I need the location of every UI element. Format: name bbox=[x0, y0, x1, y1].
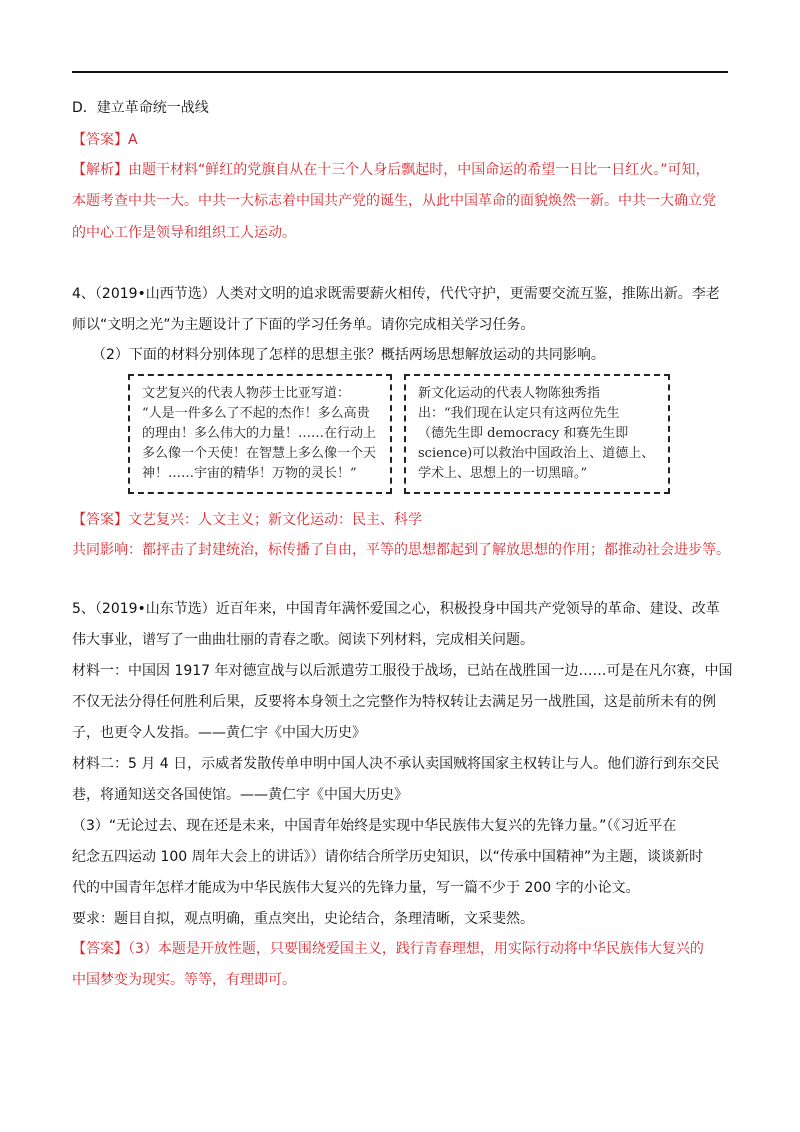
q5-stem-line-2: 伟大事业，谱写了一曲曲壮丽的青春之歌。阅读下列材料，完成相关问题。 bbox=[72, 632, 534, 648]
q5-material-line-8: 代的中国青年怎样才能成为中华民族伟大复兴的先锋力量，写一篇不少于 200 字的小论文。 bbox=[72, 880, 640, 896]
quote-box-renaissance bbox=[128, 374, 392, 494]
q4-sub-question: （2）下面的材料分别体现了怎样的思想主张？概括两场思想解放运动的共同影响。 bbox=[92, 347, 605, 363]
q5-material-line-1: 材料一：中国因 1917 年对德宣战与以后派遣劳工服役于战场，已站在战胜国一边……可是在凡尔赛，中国 bbox=[72, 663, 733, 679]
quote-line: 出：“我们现在认定只有这两位先生 bbox=[418, 406, 620, 421]
q5-material-line-3: 子，也更令人发指。——黄仁宇《中国大历史》 bbox=[72, 725, 366, 741]
quote-line: 多么像一个天使！在智慧上多么像一个天 bbox=[142, 446, 377, 461]
q3-analysis-line-3: 的中心工作是领导和组织工人运动。 bbox=[72, 225, 296, 241]
q5-stem-line-1: 5、（2019•山东节选）近百年来，中国青年满怀爱国之心，积极投身中国共产党领导的革命、建设、改革 bbox=[72, 601, 720, 617]
q3-analysis-line-2: 本题考查中共一大。中共一大标志着中国共产党的诞生，从此中国革命的面貌焕然一新。中共一大确立党 bbox=[72, 193, 716, 209]
q5-answer: 【答案】（3）本题是开放性题，只要围绕爱国主义，践行青春理想，用实际行动将中华民族伟大复兴的 bbox=[72, 941, 704, 957]
quote-line: science)可以救治中国政治上、道德上、 bbox=[418, 446, 655, 461]
quote-line: 文艺复兴的代表人物莎士比亚写道： bbox=[142, 386, 351, 401]
q4-stem-line-1: 4、（2019•山西节选）人类对文明的追求既需要薪火相传，代代守护，更需要交流互鉴，推陈出新。李老 bbox=[72, 286, 720, 302]
quote-line: “人是一件多么了不起的杰作！多么高贵 bbox=[142, 406, 370, 421]
q5-answer-line-2: 中国梦变为现实。等等，有理即可。 bbox=[72, 972, 296, 988]
q3-answer bbox=[72, 130, 138, 150]
q4-answer: 【答案】文艺复兴：人文主义；新文化运动：民主、科学 bbox=[72, 512, 422, 528]
answer-label: 【答案】 bbox=[72, 512, 128, 528]
q5-material-line-2: 不仅无法分得任何胜利后果，反要将本身领土之完整作为特权转让去满足另一战胜国，这是前所未有的例 bbox=[72, 694, 716, 710]
q5-material-line-4: 材料二：5 月 4 日，示威者发散传单申明中国人决不承认卖国贼将国家主权转让与人。他们游行到东交民 bbox=[72, 756, 720, 772]
q4-stem-line-2: 师以“文明之光”为主题设计了下面的学习任务单。请你完成相关学习任务。 bbox=[72, 317, 535, 333]
analysis-label: 【解析】 bbox=[72, 162, 128, 178]
quote-line: 神！……宇宙的精华！万物的灵长！” bbox=[142, 466, 357, 481]
header-rule bbox=[72, 71, 728, 73]
q4-answer-line-2: 共同影响：都抨击了封建统治，标传播了自由，平等的思想都起到了解放思想的作用；都推动社会进步等。 bbox=[72, 542, 730, 558]
q5-material-line-5: 巷，将通知送交各国使馆。——黄仁宇《中国大历史》 bbox=[72, 787, 408, 803]
answer-label: 【答案】 bbox=[72, 132, 128, 148]
quote-line: 的理由！多么伟大的力量！……在行动上 bbox=[142, 426, 377, 441]
option-d: D．建立革命统一战线 bbox=[72, 100, 209, 116]
q5-material-line-6: （3）“无论过去、现在还是未来，中国青年始终是实现中华民族伟大复兴的先锋力量。”（《习近平在 bbox=[72, 818, 677, 834]
quote-line: （德先生即 democracy 和赛先生即 bbox=[418, 426, 629, 441]
q5-requirement: 要求：题目自拟，观点明确，重点突出，史论结合，条理清晰，文采斐然。 bbox=[72, 911, 534, 927]
quote-box-new-culture bbox=[404, 374, 670, 494]
answer-label: 【答案】 bbox=[72, 941, 128, 957]
q3-analysis-line-1: 【解析】由题干材料“鲜红的党旗自从在十三个人身后飘起时，中国命运的希望一日比一日红火。”可知， bbox=[72, 162, 710, 178]
quote-line: 学术上、思想上的一切黑暗。” bbox=[418, 466, 588, 481]
q5-material-line-7: 纪念五四运动 100 周年大会上的讲话》）请你结合所学历史知识，以“传承中国精神”为主题，谈谈新时 bbox=[72, 849, 704, 865]
quote-line: 新文化运动的代表人物陈独秀指 bbox=[418, 386, 601, 401]
answer-value: A bbox=[128, 132, 138, 148]
